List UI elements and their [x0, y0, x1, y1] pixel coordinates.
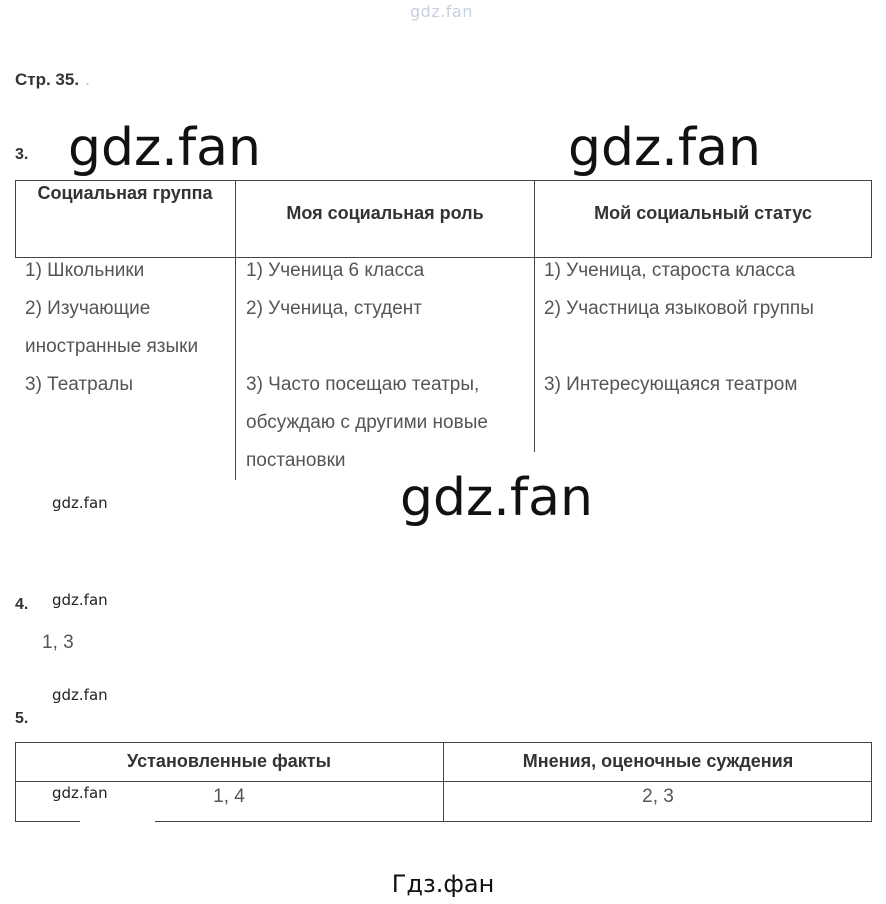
footer-site-name: Гдз.фан	[391, 870, 495, 898]
table-border-left	[15, 180, 16, 257]
task-5-number: 5.	[15, 710, 29, 727]
table-border-right	[871, 180, 872, 257]
cell-status-1: 1) Ученица, староста класса	[544, 260, 796, 281]
facts-opinions-table	[15, 742, 872, 822]
page-number-dot: .	[85, 70, 90, 89]
watermark-big-2: gdz.fan	[568, 118, 761, 178]
watermark-big-1: gdz.fan	[68, 118, 261, 178]
cell-role-3: 3) Часто посещаю театры, обсуждаю с другими новые постановки	[246, 374, 488, 471]
cell-status-3: 3) Интересующаяся театром	[544, 374, 798, 395]
watermark-top: gdz.fan	[410, 2, 473, 21]
cell-group-3: 3) Театралы	[25, 374, 134, 395]
page-number	[15, 70, 90, 90]
header-social-role: Моя социальная роль	[286, 203, 484, 223]
header-social-group: Социальная группа	[37, 183, 213, 203]
task-4-answer: 1, 3	[42, 632, 74, 653]
social-roles-table	[15, 180, 872, 480]
table2-border-bottom-right	[155, 821, 872, 822]
table2-border-bottom-left	[15, 821, 80, 822]
header-facts: Установленные факты	[127, 751, 331, 771]
watermark-small-1: gdz.fan	[52, 494, 108, 512]
task-4-number: 4.	[15, 596, 29, 613]
cell-role-2: 2) Ученица, студент	[246, 298, 422, 319]
header-social-status: Мой социальный статус	[594, 203, 812, 223]
watermark-small-2: gdz.fan	[52, 591, 108, 609]
page-number-text: Стр. 35.	[15, 70, 80, 89]
watermark-big-3: gdz.fan	[400, 468, 593, 528]
opinions-answer: 2, 3	[642, 786, 674, 807]
cell-role-1: 1) Ученица 6 класса	[246, 260, 425, 281]
header-opinions: Мнения, оценочные суждения	[522, 751, 794, 771]
cell-status-2: 2) Участница языковой группы	[544, 298, 814, 319]
facts-answer: 1, 4	[213, 786, 245, 807]
watermark-small-4: gdz.fan	[52, 784, 108, 802]
watermark-small-3: gdz.fan	[52, 686, 108, 704]
cell-group-1: 1) Школьники	[25, 260, 145, 281]
task-3-number: 3.	[15, 146, 29, 163]
cell-group-2: 2) Изучающие иностранные языки	[25, 298, 199, 357]
